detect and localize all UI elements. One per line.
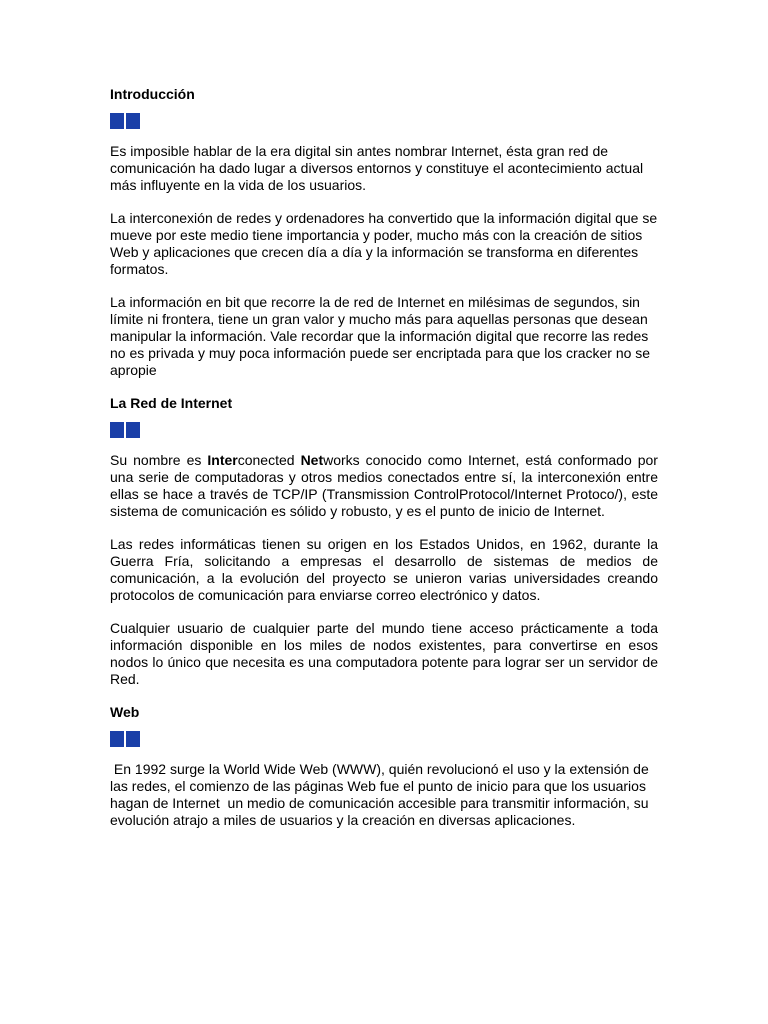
text-run: Su nombre es bbox=[110, 452, 208, 468]
blue-squares-icon bbox=[110, 113, 658, 129]
blue-square-icon bbox=[110, 113, 124, 129]
blue-square-icon bbox=[110, 731, 124, 747]
text-run: conected bbox=[237, 452, 301, 468]
paragraph: Cualquier usuario de cualquier parte del mundo tiene acceso prácticamente a toda información disponible en los miles de nodos existentes, para convertirse en esos nodos lo único que necesita es una computadora potente para lograr ser un servidor de Red. bbox=[110, 620, 658, 687]
paragraph: Es imposible hablar de la era digital sin antes nombrar Internet, ésta gran red de comunicación ha dado lugar a diversos entornos y constituye el acontecimiento actual más influyente en la vida de los usuarios. bbox=[110, 143, 644, 193]
bold-text-run: Net bbox=[300, 452, 324, 468]
blue-squares-icon bbox=[110, 731, 658, 747]
heading-red-de-internet: La Red de Internet bbox=[110, 395, 233, 411]
blue-squares-icon bbox=[110, 422, 658, 438]
bold-text-run: Inter bbox=[207, 452, 238, 468]
paragraph: En 1992 surge la World Wide Web (WWW), quién revolucionó el uso y la extensión de las redes, el comienzo de las páginas Web fue el punto de inicio para que los usuarios hagan de Internet un medio de comunicación accesible para transmitir información, su evolución atrajo a miles de usuarios y la creación en diversas aplicaciones. bbox=[110, 761, 653, 828]
blue-square-icon bbox=[126, 731, 140, 747]
document-page bbox=[110, 86, 658, 845]
paragraph-internet-name bbox=[110, 452, 658, 520]
blue-square-icon bbox=[126, 422, 140, 438]
paragraph: La interconexión de redes y ordenadores ha convertido que la información digital que se mueve por este medio tiene importancia y poder, mucho más con la creación de sitios Web y aplicaciones que crecen día a día y la información se transforma en diferentes formatos. bbox=[110, 210, 658, 277]
heading-introduccion: Introducción bbox=[110, 86, 195, 102]
paragraph: Las redes informáticas tienen su origen en los Estados Unidos, en 1962, durante la Guerra Fría, solicitando a empresas el desarrollo de sistemas de medios de comunicación, a la evolución del proyecto se unieron varias universidades creando protocolos de comunicación para enviarse correo electrónico y datos. bbox=[110, 536, 658, 603]
paragraph: La información en bit que recorre la de red de Internet en milésimas de segundos, sin límite ni frontera, tiene un gran valor y mucho más para aquellas personas que desean manipular la información. Vale recordar que la información digital que recorre las redes no es privada y muy poca información puede ser encriptada para que los cracker no se apropie bbox=[110, 294, 651, 378]
blue-square-icon bbox=[126, 113, 140, 129]
heading-web: Web bbox=[110, 704, 140, 720]
text-run: works conocido como Internet, está conformado por una serie de computadoras y otros medios conectados entre sí, la interconexión entre ellas se hace a través de TCP/IP (Transmission ControlProtocol/Internet Protoco/), este sistema de comunicación es sólido y robusto, y es el punto de inicio de Internet. bbox=[110, 452, 658, 519]
blue-square-icon bbox=[110, 422, 124, 438]
